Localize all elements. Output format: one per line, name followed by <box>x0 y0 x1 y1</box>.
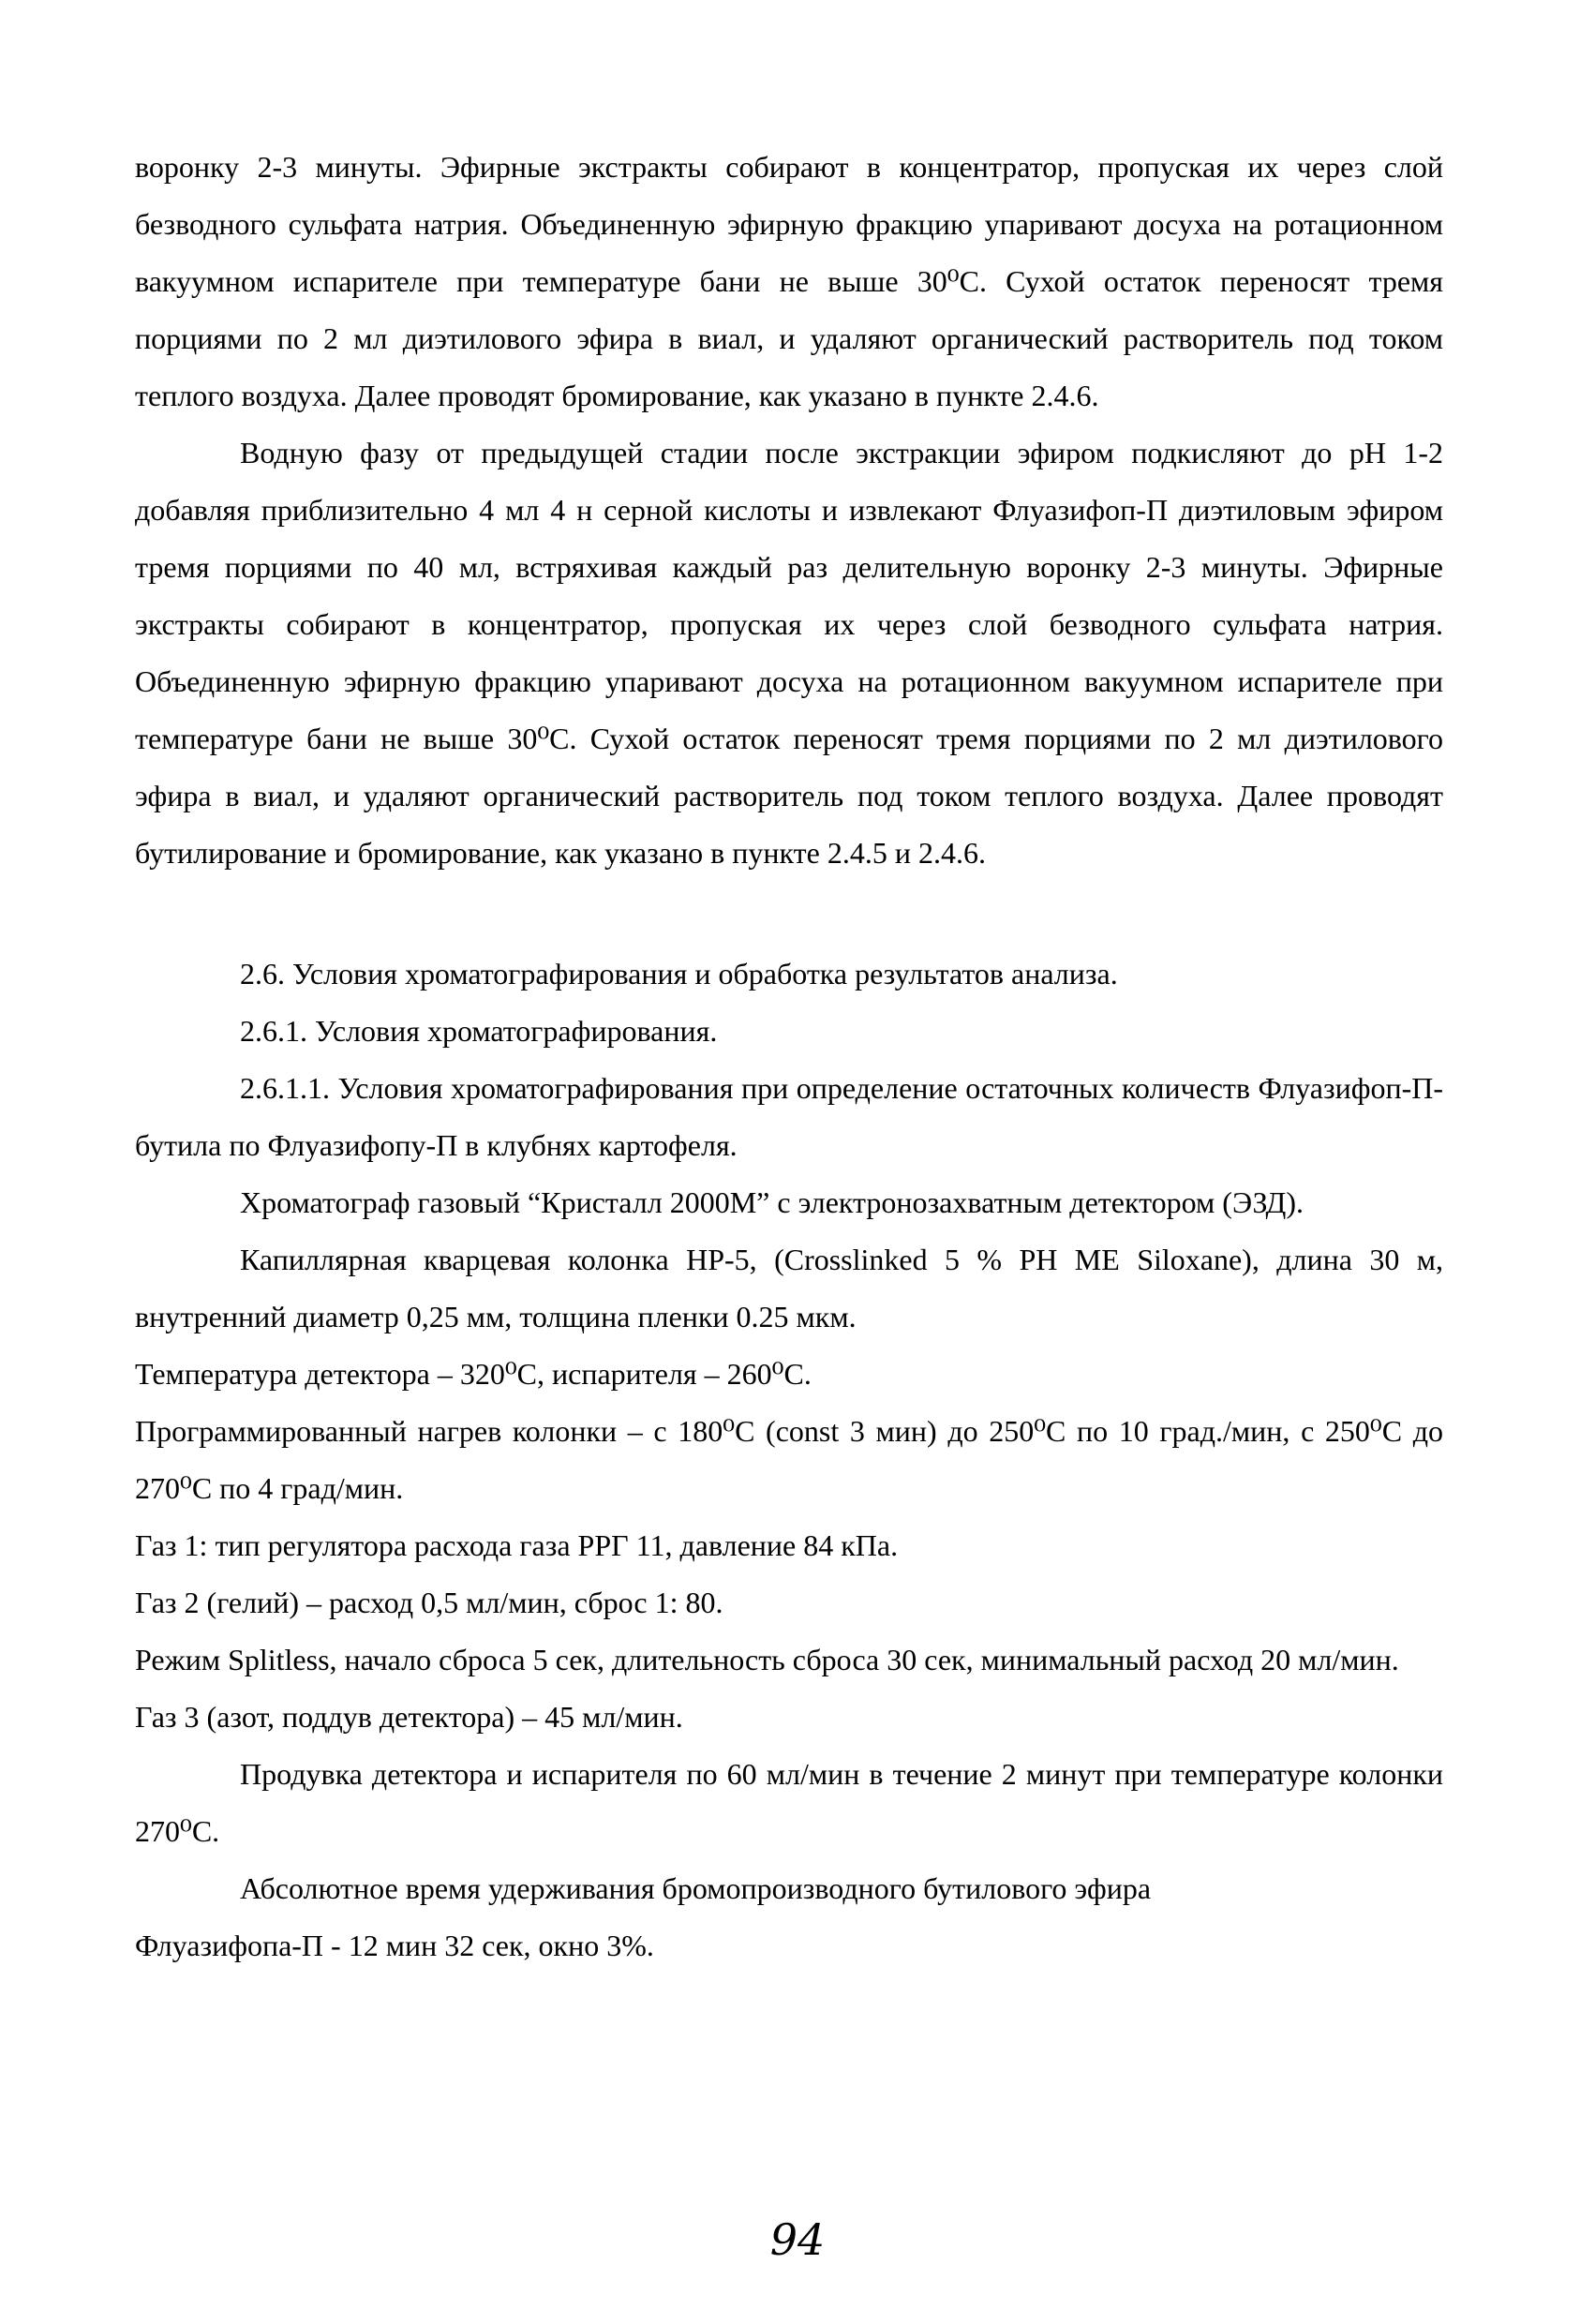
paragraph-gas-1: Газ 1: тип регулятора расхода газа РРГ 11, давление 84 кПа. <box>135 1528 899 1562</box>
paragraph-retention-time: Абсолютное время удерживания бромопроизводного бутилового эфира <box>240 1871 1152 1905</box>
paragraph-splitless-mode: Режим Splitless, начало сброса 5 сек, длительность сброса 30 сек, минимальный расход 20 мл/мин. <box>135 1643 1399 1676</box>
paragraph-gas-2: Газ 2 (гелий) – расход 0,5 мл/мин, сброс 1: 80. <box>135 1586 723 1619</box>
paragraph-gas-3: Газ 3 (азот, поддув детектора) – 45 мл/мин. <box>135 1700 683 1734</box>
paragraph-extraction-end: воронку 2-3 минуты. Эфирные экстракты собирают в концентратор, пропуская их через слой безводного сульфата натрия. Объединенную эфирную фракцию упаривают досуха на ротационном вакуумном испарителе при температуре бани не выше 30⁰С. Сухой остаток переносят тремя порциями по 2 мл диэтилового эфира в виал, и удаляют органический растворитель под током теплого воздуха. Далее проводят бромирование, как указано в пункте 2.4.6. <box>135 150 1443 412</box>
paragraph-chromatograph: Хроматограф газовый “Кристалл 2000М” с электронозахватным детектором (ЭЗД). <box>240 1185 1304 1219</box>
section-heading-2-6: 2.6. Условия хроматографирования и обработка результатов анализа. <box>240 957 1118 991</box>
paragraph-purge: Продувка детектора и испарителя по 60 мл/мин в течение 2 минут при температуре колонки 270⁰С. <box>135 1757 1443 1848</box>
paragraph-retention-value: Флуазифопа-П - 12 мин 32 сек, окно 3%. <box>135 1929 654 1962</box>
section-heading-2-6-1-1: 2.6.1.1. Условия хроматографирования при определение остаточных количеств Флуазифоп-П-бутила по Флуазифопу-П в клубнях картофеля. <box>135 1071 1443 1162</box>
paragraph-aqueous-phase: Водную фазу от предыдущей стадии после экстракции эфиром подкисляют до pH 1-2 добавляя приблизительно 4 мл 4 н серной кислоты и извлекают Флуазифоп-П диэтиловым эфиром тремя порциями по 40 мл, встряхивая каждый раз делительную воронку 2-3 минуты. Эфирные экстракты собирают в концентратор, пропуская их через слой безводного сульфата натрия. Объединенную эфирную фракцию упаривают досуха на ротационном вакуумном испарителе при температуре бани не выше 30⁰С. Сухой остаток переносят тремя порциями по 2 мл диэтилового эфира в виал, и удаляют органический растворитель под током теплого воздуха. Далее проводят бутилирование и бромирование, как указано в пункте 2.4.5 и 2.4.6. <box>135 436 1443 870</box>
page-number: 94 <box>769 2214 826 2265</box>
paragraph-temperatures: Температура детектора – 320⁰С, испарителя – 260⁰С. <box>135 1357 812 1391</box>
paragraph-heating-program: Программированный нагрев колонки – с 180⁰С (const 3 мин) до 250⁰С по 10 град./мин, с 250⁰С до 270⁰С по 4 град/мин. <box>135 1414 1443 1505</box>
document-body <box>135 139 1443 1974</box>
paragraph-column: Капиллярная кварцевая колонка HP-5, (Crosslinked 5 % PH ME Siloxane), длина 30 м, внутренний диаметр 0,25 мм, толщина пленки 0.25 мкм. <box>135 1243 1443 1333</box>
section-heading-2-6-1: 2.6.1. Условия хроматографирования. <box>240 1014 718 1048</box>
